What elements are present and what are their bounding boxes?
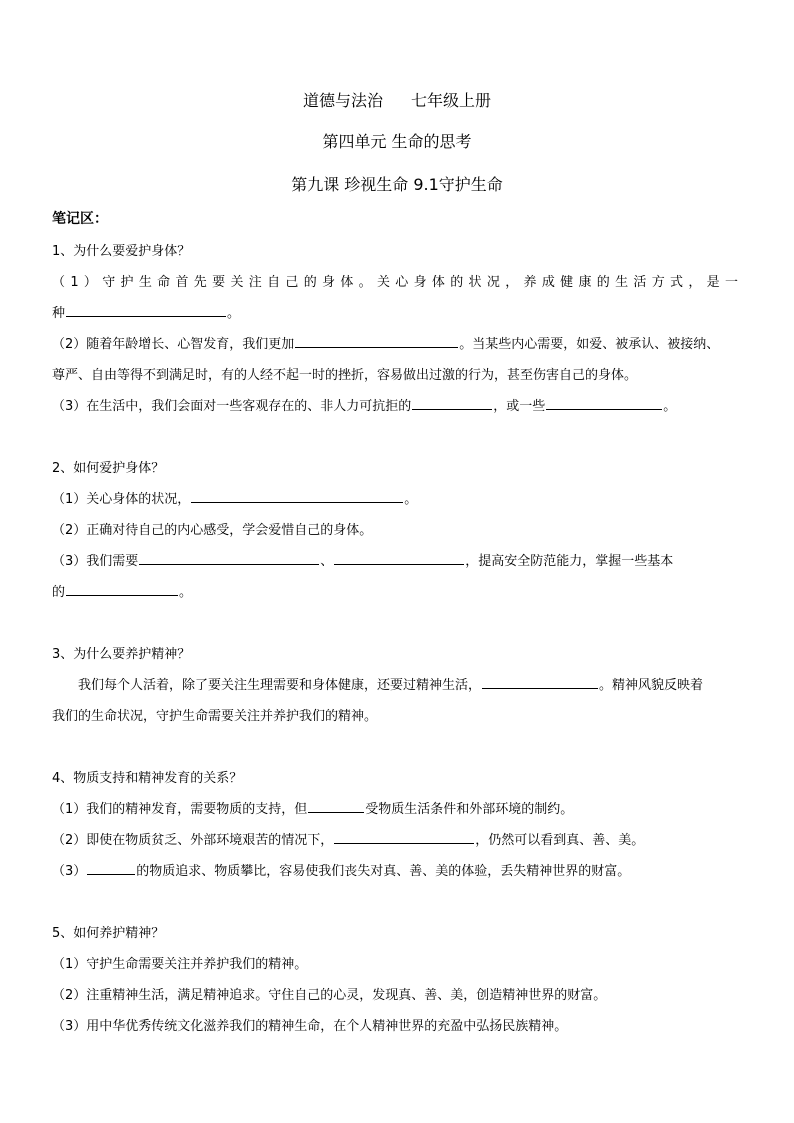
q4-blank-1[interactable] (308, 799, 364, 813)
q3-p1-post: 。精神风貌反映着 (599, 678, 704, 693)
q2-p2: （2）正确对待自己的内心感受，学会爱惜自己的身体。 (52, 523, 373, 538)
q2-p3b (52, 581, 192, 600)
q2-p1-pre: （1）关心身体的状况， (52, 492, 191, 507)
q1-blank-4[interactable] (546, 396, 662, 410)
grade-title: 七年级上册 (411, 91, 492, 110)
q1-blank-3[interactable] (412, 396, 492, 410)
q3-p2: 我们的生命状况，守护生命需要关注并养护我们的精神。 (52, 709, 378, 724)
q1-blank-2[interactable] (295, 334, 458, 348)
q4-blank-2[interactable] (334, 830, 474, 844)
q2-p3a-pre: （3）我们需要 (52, 554, 139, 569)
q1-p2a-pre: （2）随着年龄增长、心智发育，我们更加 (52, 337, 295, 352)
q2-blank-4[interactable] (66, 582, 178, 596)
q2-p3b-post: 。 (179, 585, 193, 600)
notes-label: 笔记区： (52, 211, 108, 227)
q4-p3-post: 的物质追求、物质攀比，容易使我们丧失对真、善、美的体验，丢失精神世界的财富。 (136, 864, 631, 879)
q4-p1 (52, 798, 573, 817)
q4-p2 (52, 829, 644, 848)
q1-title: 1、为什么要爱护身体？ (52, 244, 191, 259)
q4-blank-3[interactable] (87, 861, 135, 875)
q1-blank-1[interactable] (66, 303, 226, 317)
subject-title: 道德与法治 (302, 91, 383, 110)
q2-p1 (52, 488, 417, 507)
q1-p1b (52, 302, 240, 321)
q2-blank-1[interactable] (191, 489, 403, 503)
q4-p1-pre: （1）我们的精神发育，需要物质的支持，但 (52, 802, 308, 817)
q5-p2: （2）注重精神生活，满足精神追求。守住自己的心灵，发现真、善、美，创造精神世界的财富。 (52, 988, 607, 1003)
q5-p1: （1）守护生命需要关注并养护我们的精神。 (52, 957, 308, 972)
q4-p1-post: 受物质生活条件和外部环境的制约。 (365, 802, 574, 817)
q1-p3 (52, 395, 676, 414)
q5-title: 5、如何养护精神？ (52, 926, 165, 941)
q1-p1b-post: 。 (227, 306, 241, 321)
q1-p1a-text: （1）守护生命首先要关注自己的身体。关心身体的状况，养成健康的生活方式，是一 (52, 275, 738, 290)
q2-blank-3[interactable] (334, 551, 464, 565)
q1-p3-pre: （3）在生活中，我们会面对一些客观存在的、非人力可抗拒的 (52, 399, 412, 414)
q2-blank-2[interactable] (139, 551, 319, 565)
q3-blank-1[interactable] (482, 675, 598, 689)
q1-p2a (52, 333, 719, 352)
unit-title: 第四单元 生命的思考 (322, 132, 472, 151)
q2-p3a (52, 550, 673, 569)
q1-p3-mid: ，或一些 (493, 399, 546, 414)
q4-title: 4、物质支持和精神发育的关系？ (52, 771, 243, 786)
q4-p2-post: ，仍然可以看到真、善、美。 (475, 833, 645, 848)
q1-p1a (52, 271, 738, 290)
q4-p3-pre: （3） (52, 864, 87, 879)
q4-p2-pre: （2）即使在物质贫乏、外部环境艰苦的情况下， (52, 833, 334, 848)
q4-p3 (52, 860, 630, 879)
q1-p1b-pre: 种 (52, 306, 66, 321)
q2-p3a-post: ，提高安全防范能力，掌握一些基本 (465, 554, 674, 569)
q1-p2b: 尊严、自由等得不到满足时，有的人经不起一时的挫折，容易做出过激的行为，甚至伤害自己的身体。 (52, 368, 638, 383)
q3-p1-pre: 我们每个人活着，除了要关注生理需要和身体健康，还要过精神生活， (78, 678, 482, 693)
q2-p3b-pre: 的 (52, 585, 66, 600)
q3-p1 (78, 674, 703, 693)
q2-p3a-mid: 、 (320, 554, 334, 569)
q2-p1-post: 。 (404, 492, 418, 507)
q5-p3: （3）用中华优秀传统文化滋养我们的精神生命，在个人精神世界的充盈中弘扬民族精神。 (52, 1019, 568, 1034)
header-subject-line (0, 88, 794, 111)
lesson-title: 第九课 珍视生命 9.1守护生命 (291, 175, 503, 194)
q3-title: 3、为什么要养护精神？ (52, 647, 191, 662)
q1-p3-post: 。 (663, 399, 677, 414)
q2-title: 2、如何爱护身体？ (52, 461, 165, 476)
q1-p2a-post: 。当某些内心需要，如爱、被承认、被接纳、 (459, 337, 720, 352)
